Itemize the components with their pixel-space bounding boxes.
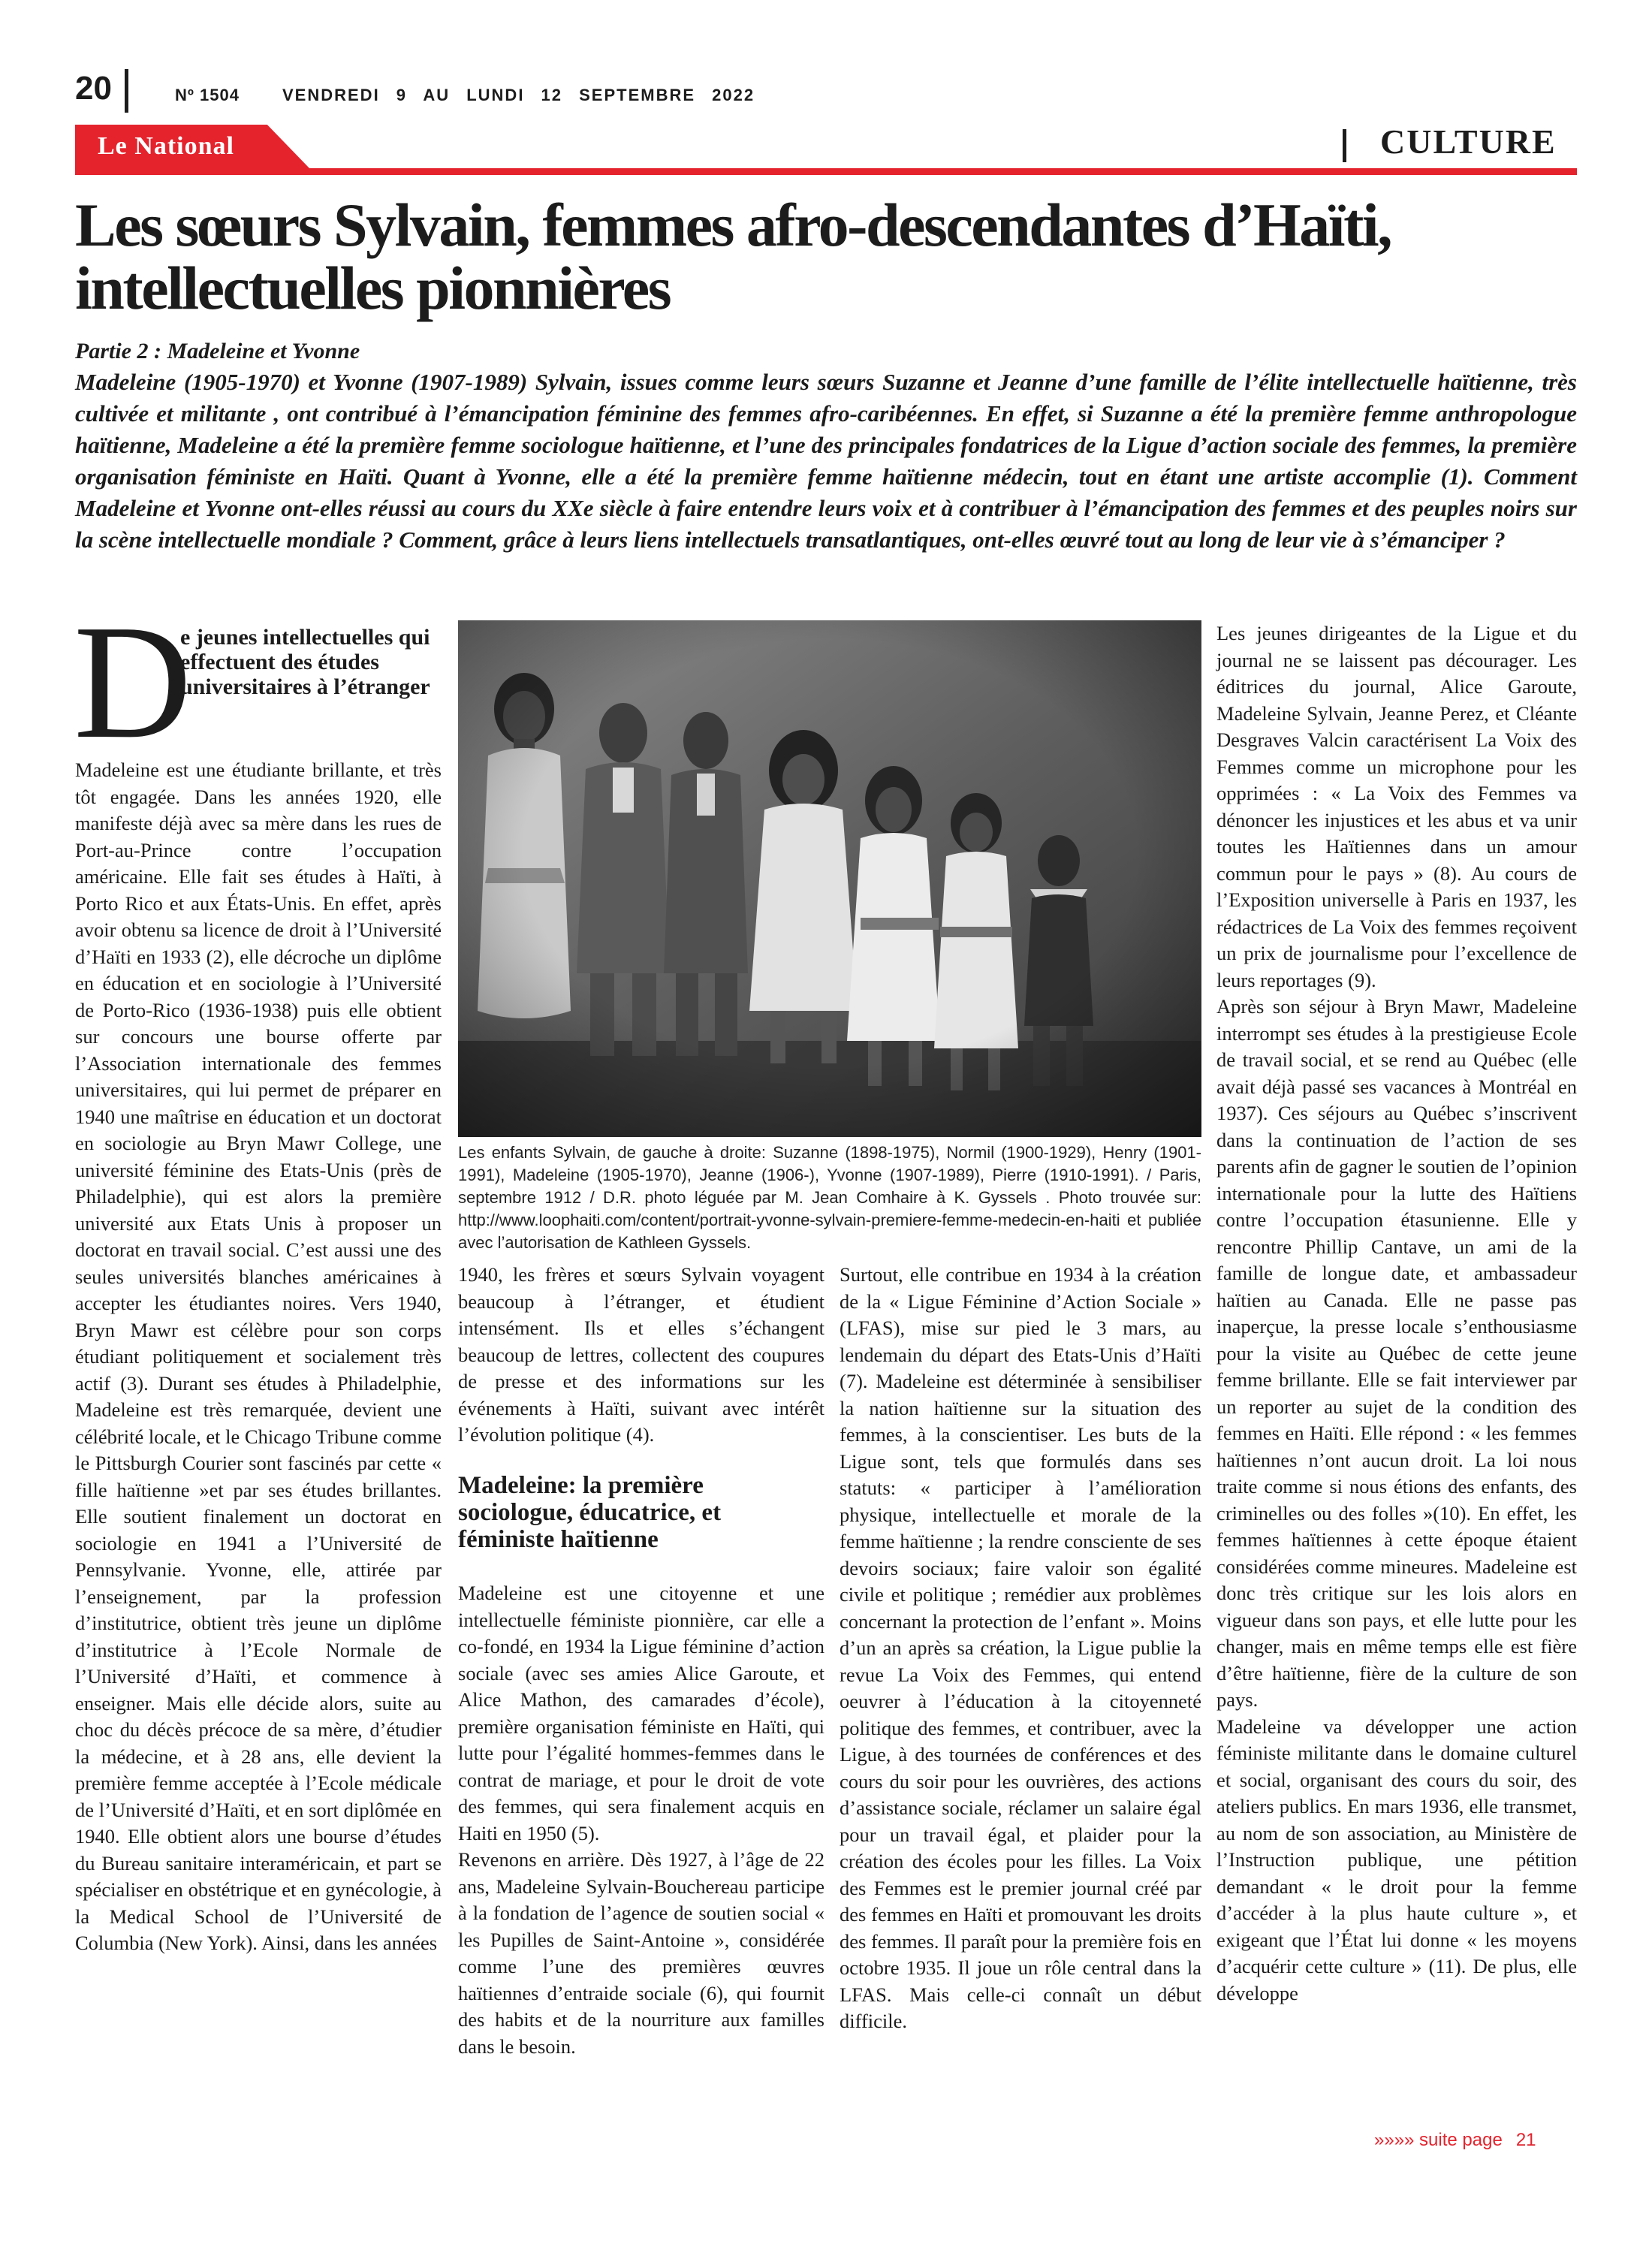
- issue-number: Nº 1504: [175, 86, 240, 104]
- article-headline: Les sœurs Sylvain, femmes afro-descendantes d’Haïti, intellectuelles pionnières: [75, 191, 1391, 322]
- family-photo: [458, 620, 1201, 1137]
- section-subheading: Madeleine: la première sociologue, éducatrice, et féministe haïtienne: [458, 1472, 722, 1553]
- column-2-paragraph: Madeleine est une citoyenne et une intellectuelle féministe pionnière, car elle a co-fondé, en 1934 la Ligue féminine d’action sociale (avec ses amies Alice Garoute, et Alice Mathon, des camarades d’école), première organisation féministe en Haïti, qui lutte pour l’égalité hommes-femmes dans le contrat de mariage, et pour le droit de vote des femmes, qui sera finalement acquis en Haiti en 1950 (5).: [458, 1582, 824, 1844]
- page-number-divider: [125, 69, 128, 113]
- article-intro: Madeleine (1905-1970) et Yvonne (1907-1989) Sylvain, issues comme leurs sœurs Suzanne et Jeanne d’une famille de l’élite intellectuelle haïtienne, très cultivée et militante , ont contribué à l’émancipation féminine des femmes afro-caribéennes. En effet, si Suzanne a été la première femme anthropologue haïtienne, Madeleine a été la première femme sociologue haïtienne, et l’une des principales fondatrices de la Ligue d’action sociale des femmes, la première organisation féministe en Haïti. Quant à Yvonne, elle a été la première femme haïtienne médecin, tout en étant une artiste accomplie (1). Comment Madeleine et Yvonne ont-elles réussi au cours du XXe siècle à faire entendre leurs voix et à contribuer à l’émancipation des femmes et des peuples noirs sur la scène intellectuelle mondiale ? Comment, grâce à leurs liens intellectuels transatlantiques, ont-elles œuvré tout au long de leur vie à s’émanciper ?: [75, 369, 1577, 553]
- column-4: [1216, 620, 1577, 2007]
- column-2-continued: [458, 1580, 824, 2060]
- column-2-paragraph: Revenons en arrière. Dès 1927, à l’âge de 22 ans, Madeleine Sylvain-Bouchereau participe à la fondation de l’agence de soutien social « les Pupilles de Saint-Antoine », considérée comme l’une des premières œuvres haïtiennes d’entraide sociale (6), qui fournit des habits et de la nourriture aux familles dans le besoin.: [458, 1848, 824, 2058]
- page-number: 20: [75, 70, 112, 107]
- continued-page-number: 21: [1515, 2130, 1536, 2150]
- section-rubric: CULTURE: [1380, 122, 1557, 161]
- column-2-paragraph: 1940, les frères et sœurs Sylvain voyagent beaucoup à l’étranger, et étudient intensément. Ils et elles s’échangent beaucoup de lettres, collectent des coupures de presse et des informations sur les événements à Haïti, suivant avec intérêt l’évolution politique (4).: [458, 1263, 824, 1446]
- column-3: [840, 1262, 1201, 2035]
- rubric-divider: [1343, 129, 1346, 162]
- column-1-paragraph: Madeleine est une étudiante brillante, et très tôt engagée. Dans les années 1920, elle manifeste déjà avec sa mère dans les rues de Port-au-Prince contre l’occupation américaine. Elle fait ses études à Haïti, à Porto Rico et aux États-Unis. En effet, après avoir obtenu sa licence de droit à l’Université d’Haïti en 1933 (2), elle décroche un diplôme en éducation et en sociologie à l’Université de Porto-Rico (1936-1938) puis elle obtient sur concours une bourse offerte par l’Association internationale des femmes universitaires, qui lui permet de préparer en 1940 une maîtrise en éducation et un doctorat en sociologie au Bryn Mawr College, une université féminine des Etats-Unis (près de Philadelphie), qui est alors la première université aux Etats Unis à proposer un doctorat en travail social. C’est aussi une des seules universités blanches américaines à accepter les étudiantes noires. Vers 1940, Bryn Mawr est célèbre pour son corps étudiant politiquement et socialement très actif (3). Durant ses études à Philadelphie, Madeleine est très remarquée, devient une célébrité locale, et le Chicago Tribune comme le Pittsburgh Courier sont fascinés par cette « fille haïtienne »et par ses études brillantes. Elle soutient finalement un doctorat en sociologie en 1941 a l’Université de Pennsylvanie. Yvonne, elle, attirée par l’enseignement, par la profession d’institutrice, obtient très jeune un diplôme d’institutrice à l’Ecole Normale de l’Université d’Haïti, et commence à enseigner. Mais elle décide alors, suite au choc du décès précoce de sa mère, d’étudier la médecine, et à 28 ans, elle devient la première femme acceptée à l’Ecole médicale de l’Université d’Haïti, et en sort diplômée en 1940. Elle obtient alors une bourse d’études du Bureau sanitaire interaméricain, et part se spécialiser en obstétrique et en gynécologie, à la Medical School de l’Université de Columbia (New York). Ainsi, dans les années: [75, 759, 442, 1954]
- article-part-label: Partie 2 : Madeleine et Yvonne: [75, 339, 360, 363]
- issue-date: VENDREDI 9 AU LUNDI 12 SEPTEMBRE 2022: [282, 86, 755, 104]
- column-3-paragraph: Surtout, elle contribue en 1934 à la création de la « Ligue Féminine d’Action Sociale » (LFAS), mise sur pied le 3 mars, au lendemain du départ des Etats-Unis d’Haïti (7). Madeleine est déterminée à sensibiliser la nation haïtienne sur la situation des femmes, à la conscientiser. Les buts de la Ligue sont, tels que formulés dans ses statuts: « participer à l’amélioration physique, intellectuelle et morale de la femme haïtienne ; la rendre consciente de ses devoirs sociaux; faire valoir son égalité civile et politique ; remédier aux problèmes concernant la protection de l’enfant ». Moins d’un an après sa création, la Ligue publie la revue La Voix des Femmes, qui entend oeuvrer à l’éducation à la citoyenneté politique des femmes, et contribuer, avec la Ligue, à des tournées de conférences et des cours du soir pour les ouvrières, des actions d’assistance sociale, réclamer un salaire égal pour un travail égal, et plaider pour la création des écoles pour les filles. La Voix des Femmes est le premier journal créé par des femmes en Haïti et promouvant les droits des femmes. Il paraît pour la première fois en octobre 1935. Il joue un rôle central dans la LFAS. Mais celle-ci connaît un début difficile.: [840, 1263, 1201, 2032]
- drop-cap: D: [74, 592, 192, 773]
- section-kicker: e jeunes intellectuelles qui effectuent des études universitaires à l’étranger: [180, 625, 430, 699]
- column-4-paragraph: Les jeunes dirigeantes de la Ligue et du journal ne se laissent pas décourager. Les éditrices du journal, Alice Garoute, Madeleine Sylvain, Jeanne Perez, et Cléante Desgraves Valcin caractérisent La Voix des Femmes comme un microphone pour les opprimées : « La Voix des Femmes va dénoncer les injustices et les abus et va unir toutes les Haïtiennes dans un amour commun pour le pays » (8). Au cours de l’Exposition universelle à Paris en 1937, les rédactrices de La Voix des femmes reçoivent un prix de journalisme pour l’excellence de leurs reportages (9).: [1216, 622, 1577, 991]
- photo-caption: Les enfants Sylvain, de gauche à droite: Suzanne (1898-1975), Normil (1900-1929), Henry (1901-1991), Madeleine (1905-1970), Jeanne (1906-), Yvonne (1907-1989), Pierre (1910-1991). / Paris, septembre 1912 / D.R. photo léguée par M. Jean Comhaire à K. Gyssels . Photo trouvée sur: http://www.loophaiti.com/content/portrait-yvonne-sylvain-premiere-femme-medecin-en-haiti et publiée avec l’autorisation de Kathleen Gyssels.: [458, 1143, 1201, 1252]
- column-1: [75, 757, 442, 1957]
- brand-name: Le National: [98, 132, 234, 160]
- continued-label: »»»» suite page: [1374, 2130, 1503, 2150]
- column-4-paragraph: Madeleine va développer une action féministe militante dans le domaine culturel et social, organisant des cours du soir, des ateliers publics. En mars 1936, elle transmet, au nom de son association, au Ministère de l’Instruction publique, une pétition demandant « le droit pour la femme d’accéder à la plus haute culture », et exigeant que l’État lui donne « les moyens d’acquérir cette culture » (11). De plus, elle développe: [1216, 1715, 1577, 2004]
- header-rule: [75, 168, 1577, 175]
- column-2: [458, 1262, 824, 1449]
- column-4-paragraph: Après son séjour à Bryn Mawr, Madeleine interrompt ses études à la prestigieuse Ecole de travail social, et se rend au Québec (elle avait déjà passé ses vacances à Montréal en 1937). Ces séjours au Québec s’inscrivent dans la continuation de l’action de ses parents afin de gagner le soutien de l’opinion internationale pour la lutte des Haïtiens contre l’occupation étasunienne. Elle y rencontre Phillip Cantave, un ami de la famille de longue date, et ambassadeur haïtien au Canada. Elle ne passe pas inaperçue, la presse locale s’enthousiasme pour la visite au Québec de cette jeune femme brillante. Elle se fait interviewer par un reporter au sujet de la condition des femmes en Haïti. Elle répond : « les femmes haïtiennes n’ont aucun droit. La loi nous traite comme si nous étions des enfants, des criminelles ou des folles »(10). En effet, les femmes haïtiennes à cette époque étaient considérées comme mineures. Madeleine est donc très critique sur les lois alors en vigueur dans son pays, et elle lutte pour les changer, mais en même temps elle est fière d’être haïtienne, fière de la culture de son pays.: [1216, 995, 1577, 1711]
- continued-on-link[interactable]: [1374, 2131, 1536, 2149]
